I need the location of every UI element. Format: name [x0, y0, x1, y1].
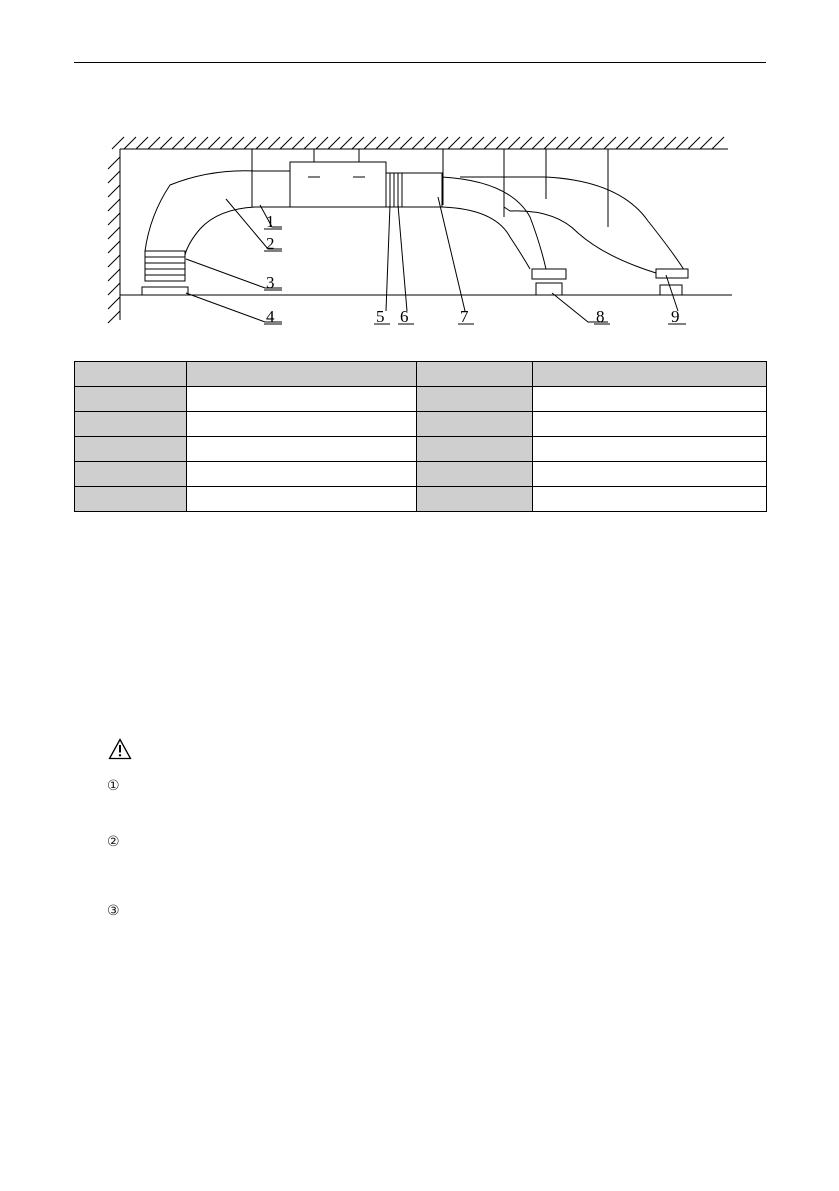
table-cell — [417, 387, 533, 412]
table-row — [75, 487, 767, 512]
table-row — [75, 387, 767, 412]
table-cell — [75, 387, 187, 412]
header-name-1 — [187, 362, 417, 387]
callout-3: 3 — [266, 273, 275, 292]
callout-underlines — [264, 229, 686, 324]
ceiling-hatch — [112, 137, 728, 149]
header-no-1 — [75, 362, 187, 387]
callout-4: 4 — [266, 307, 275, 326]
table-cell — [75, 437, 187, 462]
table-cell — [187, 462, 417, 487]
wall-hatch — [108, 149, 120, 323]
callout-2: 2 — [266, 234, 275, 253]
note-marker-1: ① — [107, 778, 120, 794]
note-marker-2: ② — [107, 834, 120, 850]
parts-table — [74, 361, 767, 512]
table-cell — [187, 437, 417, 462]
header-no-2 — [417, 362, 533, 387]
callout-9: 9 — [671, 307, 680, 326]
header-name-2 — [533, 362, 767, 387]
duct-installation-diagram — [100, 125, 740, 330]
note-text-3 — [130, 902, 730, 920]
table-cell — [533, 487, 767, 512]
callout-leaders — [186, 197, 678, 322]
table-cell — [417, 412, 533, 437]
table-cell — [187, 412, 417, 437]
table-row — [75, 437, 767, 462]
callout-7: 7 — [460, 307, 469, 326]
callout-5: 5 — [376, 307, 385, 326]
table-cell — [533, 412, 767, 437]
table-cell — [417, 437, 533, 462]
table-cell — [75, 412, 187, 437]
table-header-row — [75, 362, 767, 387]
callout-8: 8 — [596, 307, 605, 326]
header-rule — [74, 62, 766, 63]
table-cell — [533, 462, 767, 487]
warning-triangle-icon — [108, 738, 132, 760]
table-cell — [417, 462, 533, 487]
note-marker-3: ③ — [107, 903, 120, 919]
supply-air-duct — [402, 173, 688, 295]
table-row — [75, 462, 767, 487]
table-cell — [187, 387, 417, 412]
table-cell — [75, 462, 187, 487]
callout-labels — [266, 212, 680, 326]
table-cell — [187, 487, 417, 512]
note-text-1 — [130, 777, 730, 795]
note-text-2 — [130, 833, 730, 851]
table-cell — [75, 487, 187, 512]
callout-1: 1 — [266, 212, 275, 231]
indoor-unit — [290, 162, 386, 207]
callout-6: 6 — [400, 307, 409, 326]
table-cell — [533, 387, 767, 412]
canvas-joint — [386, 173, 402, 207]
table-row — [75, 412, 767, 437]
table-cell — [417, 487, 533, 512]
table-cell — [533, 437, 767, 462]
page-number — [766, 38, 806, 58]
